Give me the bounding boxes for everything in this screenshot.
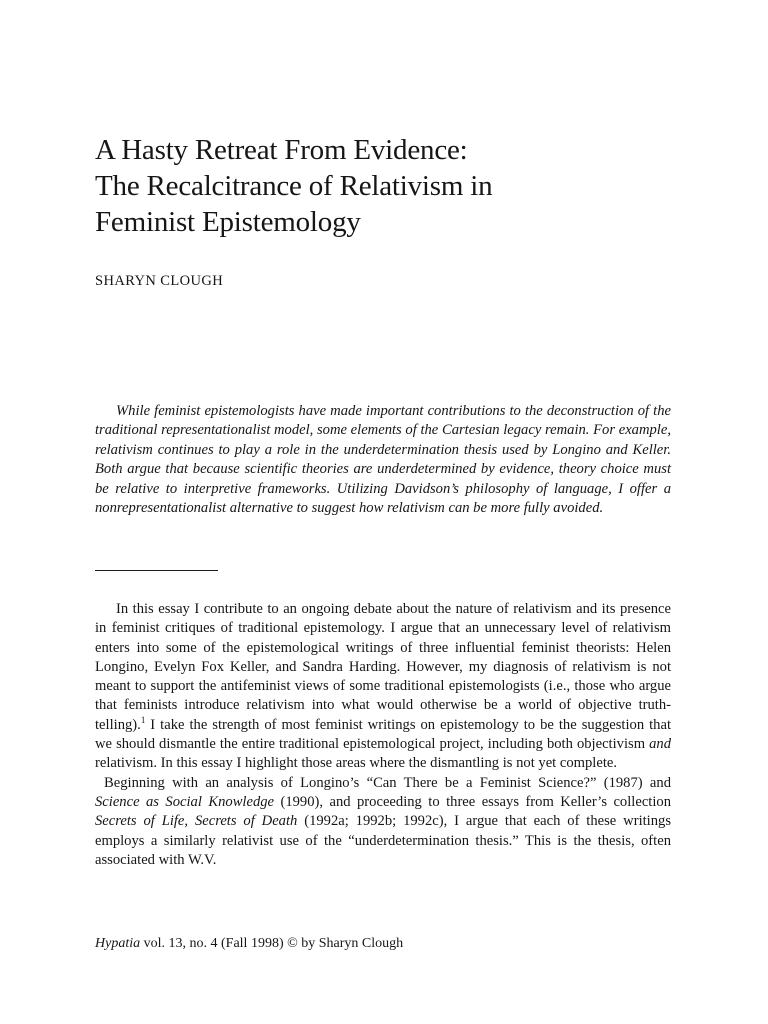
article-title <box>95 132 671 240</box>
citation-footer <box>95 936 403 952</box>
paragraph-1-text-b: I take the strength of most feminist writings on epistemology to be the suggestion that we should dismantle the entire traditional epistemological project, including both objectivism <box>95 716 671 753</box>
body-paragraph-1 <box>95 600 671 774</box>
citation-details: vol. 13, no. 4 (Fall 1998) © by Sharyn Clough <box>140 936 404 951</box>
book-title-science-as-social-knowledge: Science as Social Knowledge <box>95 793 275 810</box>
paragraph-1-text-c: relativism. In this essay I highlight those areas where the dismantling is not yet complete. <box>95 755 618 772</box>
abstract: While feminist epistemologists have made important contributions to the deconstruction of the traditional representationalist model, some elements of the Cartesian legacy remain. For example, relativism continues to play a role in the underdetermination thesis used by Longino and Keller. Both argue that because scientific theories are underdetermined by evidence, theory choice must be relative to interpretive frameworks. Utilizing Davidson’s philosophy of language, I offer a nonrepresentationalist alternative to suggest how relativism can be more fully avoided. <box>95 403 671 517</box>
emphasis-and: and <box>649 736 671 753</box>
book-title-secrets-of-life: Secrets of Life, Secrets of Death <box>95 813 298 830</box>
paragraph-2-text-a: Beginning with an analysis of Longino’s “Can There be a Feminist Science?” (1987) and <box>104 774 671 791</box>
paragraph-2-text-c: (1992a; 1992b; 1992c), I argue that each of these writings employs a similarly relativist use of the “underdetermination thesis.” This is the thesis, often associated with W.V. <box>95 813 672 868</box>
paragraph-1-text-a: In this essay I contribute to an ongoing debate about the nature of relativism and its presence in feminist critiques of traditional epistemology. I argue that an unnecessary level of relativism enters into some of the epistemological writings of three influential feminist theorists: Helen Longino, Evelyn Fox Keller, and Sandra Harding. However, my diagnosis of relativism is not meant to support the antifeminist views of some traditional epistemologists (i.e., those who argue that feminists introduce relativism into what would otherwise be a world of objective truth-telling). <box>95 601 671 733</box>
title-line-2: The Recalcitrance of Relativism in <box>95 170 493 202</box>
paragraph-2-text-b: (1990), and proceeding to three essays from Keller’s collection <box>274 793 671 810</box>
title-line-3: Feminist Epistemology <box>95 206 361 238</box>
body-paragraph-2 <box>95 774 671 870</box>
article-body <box>95 600 671 870</box>
footnote-marker[interactable]: 1 <box>140 714 146 725</box>
author-name: SHARYN CLOUGH <box>95 273 224 289</box>
journal-name: Hypatia <box>95 936 141 951</box>
title-line-1: A Hasty Retreat From Evidence: <box>95 134 468 166</box>
section-divider <box>95 570 218 571</box>
